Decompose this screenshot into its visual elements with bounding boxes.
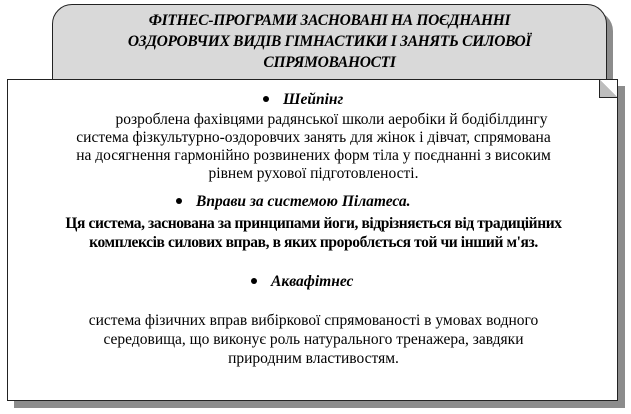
bullet-icon [251,278,257,284]
title-line-3: СПРЯМОВАНОСТІ [263,54,396,71]
text-line: на досягнення гармонійно розвинених форм тіла у поєднанні з високим [76,147,551,164]
text-line: система фізичних вправ вибіркової спрямованості в умовах водного [88,312,539,329]
text-line: розроблена фахівцями радянської школи аеробіки й бодібілдингу [115,111,548,128]
page-title [52,10,607,73]
text-line: система фізкультурно-оздоровчих занять для жінок і дівчат, спрямована [76,129,551,146]
section-heading-pilates: Вправи за системою Пілатеса. [176,193,411,211]
text-line: Ця система, заснована за принципами йоги, відрізняється від традиційних [65,215,562,232]
text-line: рівнем рухової підготовленості. [208,165,419,182]
section-text-shaping [8,111,619,183]
text-line: середовища, що виконує роль натурального тренажера, завдяки [103,331,524,348]
text-line: природним властивостям. [228,350,399,367]
title-line-2: ОЗДОРОВЧИХ ВИДІВ ГІМНАСТИКИ І ЗАНЯТЬ СИЛОВОЇ [127,33,532,50]
bullet-icon [176,198,182,204]
text-line: комплексів силових вправ, в яких пророблється той чи інший м'яз. [89,234,538,251]
section-heading-aquafitness: Аквафітнес [251,273,353,291]
section-heading-shaping: Шейпінг [263,91,343,109]
section-text-aquafitness [8,311,619,368]
content-panel [7,79,618,401]
title-line-1: ФІТНЕС-ПРОГРАМИ ЗАСНОВАНІ НА ПОЄДНАННІ [148,12,511,29]
section-text-pilates [8,214,619,252]
bullet-icon [263,96,269,102]
folded-corner [599,80,617,98]
